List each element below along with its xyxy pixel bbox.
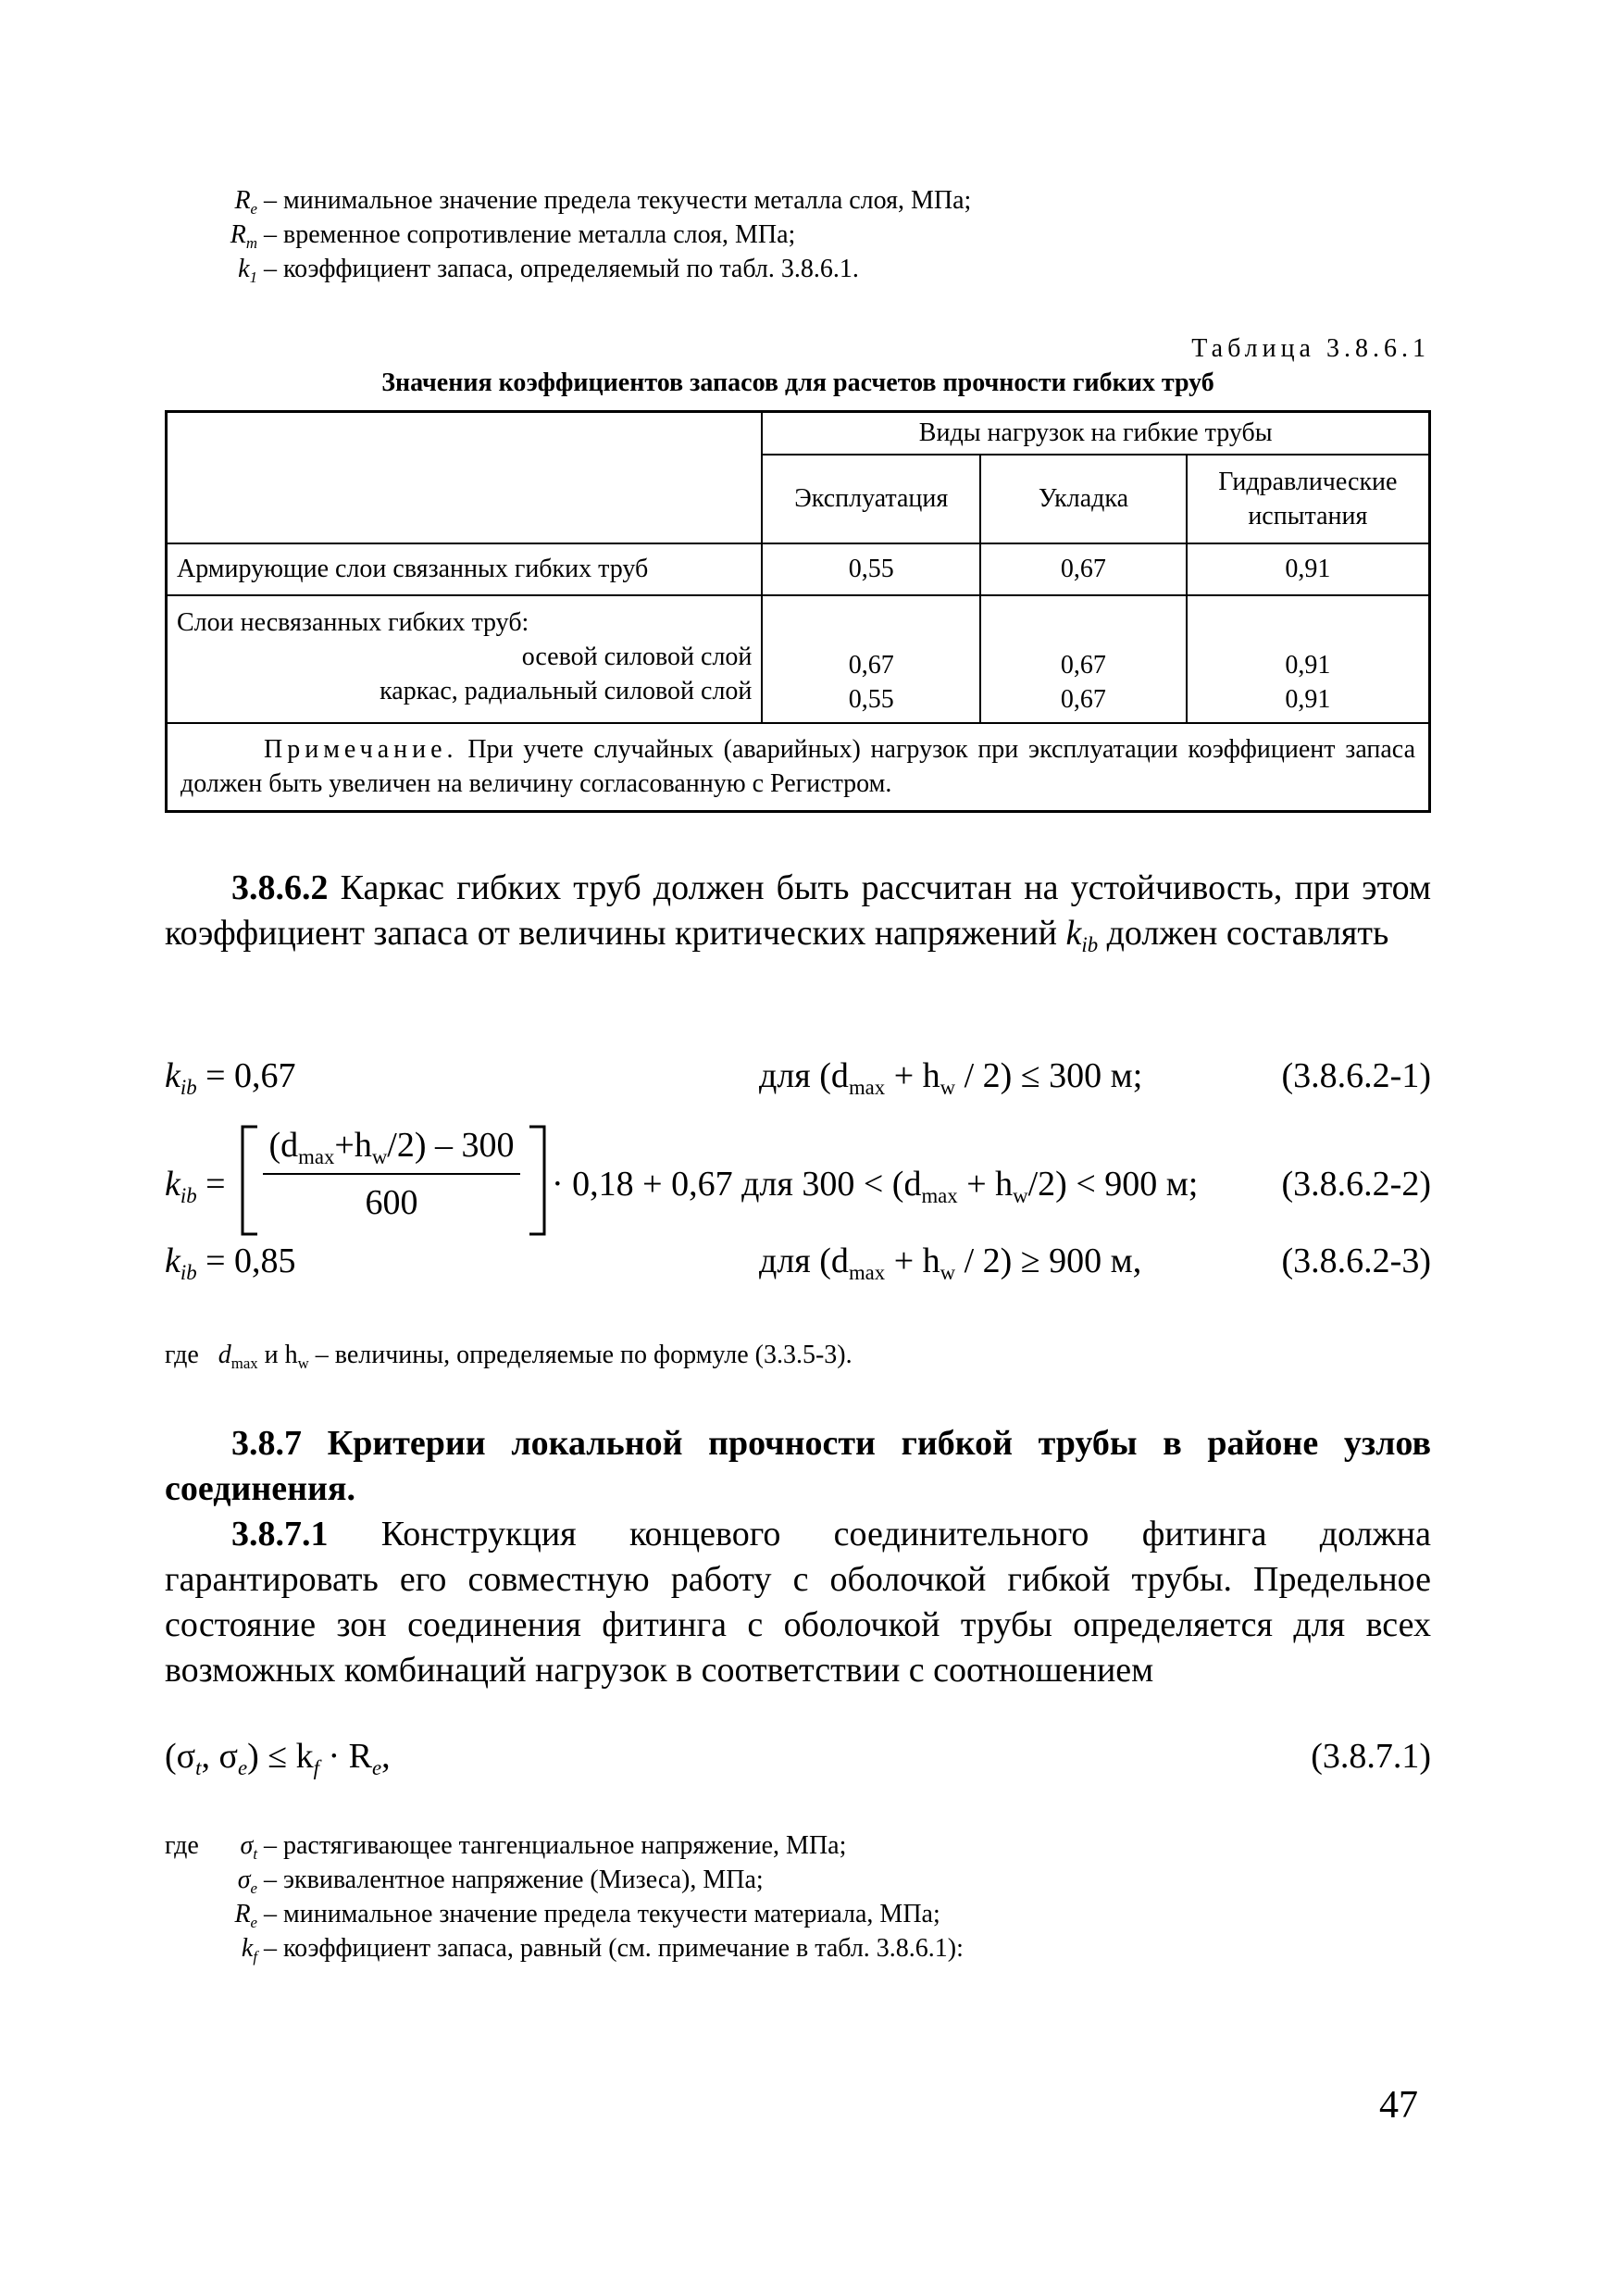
formula-3862-2: $k_{ib}$ = $(d_{max}+h_w/2) - 300$ 600 · 0,18 + 0,67 для $300 < (d_{max} + h_w/2) < 900$ м; (3.8.6.2-2) (165, 1125, 1431, 1245)
table-cell: 0,55 (762, 543, 980, 595)
where-definition: где $d_{max}$ и $h_w$ – величины, определяемые по формуле (3.3.5-3). (165, 1341, 853, 1372)
equation-number: (3.8.7.1) (1311, 1737, 1431, 1776)
cell-value: 0,91 (1285, 684, 1331, 714)
table-cell (980, 595, 1187, 723)
formula-3871: ($\sigma_t$, $\sigma_e) \le k_f \cdot R_e$, (3.8.7.1) (165, 1737, 1431, 1779)
definition-kf: $k_f$ – коэффициент запаса, равный (см. примечание в табл. 3.8.6.1): (241, 1934, 964, 1965)
definitions-bottom (165, 1828, 964, 1965)
section-number: 3.8.6.2 (231, 868, 329, 907)
definition-re-material: $R_e$ – минимальное значение предела текучести материала, МПа; (234, 1900, 940, 1931)
page-number: 47 (1379, 2084, 1418, 2127)
formula-3862-3: $k_{ib} = 0,85$ для $(d_{max} + h_w / 2) \ge 900$ м, (3.8.6.2-3) (165, 1242, 1431, 1284)
note-label: Примечание. (264, 735, 458, 765)
cell-value: 0,67 (1060, 684, 1106, 714)
row-label-group (167, 595, 763, 723)
cell-value: 0,91 (1285, 650, 1331, 680)
fraction: $(d_{max}+h_w/2) - 300$ 600 (257, 1125, 526, 1223)
equation-number: (3.8.6.2-3) (1281, 1242, 1431, 1280)
coefficients-table (165, 410, 1431, 813)
table-cell: 0,91 (1187, 543, 1430, 595)
table-note (167, 723, 1430, 812)
table-row (167, 543, 1430, 595)
note-text: При учете случайных (аварийных) нагрузок при эксплуатации коэффициент запаса должен быть увеличен на величину согласованную с Регистром. (180, 735, 1415, 799)
table-label: Таблица 3.8.6.1 (1191, 334, 1430, 363)
formula-3862-1: $k_{ib} = 0,67$ для $(d_{max} + h_w / 2) \le 300$ м; (3.8.6.2-1) (165, 1056, 1431, 1099)
definitions-top (220, 183, 1424, 286)
table-corner-cell (167, 412, 763, 543)
table-title: Значения коэффициентов запасов для расчетов прочности гибких труб (381, 368, 1214, 397)
definition-k1: $k_1$ – коэффициент запаса, определяемый по табл. 3.8.6.1. (238, 255, 859, 286)
table-cell: 0,67 (980, 543, 1187, 595)
row-label: Армирующие слои связанных гибких труб (167, 543, 763, 595)
section-heading-387: 3.8.7 Критерии локальной прочности гибкой трубы в районе узлов соединения. (165, 1424, 1431, 1508)
paragraph-3862: 3.8.6.2 Каркас гибких труб должен быть рассчитан на устойчивость, при этом коэффициент запаса от величины критических напряжений $k_{ib}$ должен составлять (165, 868, 1431, 956)
column-header-laying: Укладка (980, 455, 1187, 543)
definition-rm: $R_m$ – временное сопротивление металла слоя, МПа; (230, 220, 796, 252)
table-cell (762, 595, 980, 723)
cell-value: 0,67 (1060, 650, 1106, 680)
definition-re: $R_e$ – минимальное значение предела текучести металла слоя, МПа; (234, 186, 972, 218)
table-group-header: Виды нагрузок на гибкие трубы (762, 412, 1429, 455)
definition-sigma-t: где $\sigma_t$ – растягивающее тангенциальное напряжение, МПа; (165, 1831, 847, 1863)
right-bracket (524, 1125, 550, 1236)
row-sub-label: каркас, радиальный силовой слой (380, 676, 753, 705)
column-header-operation: Эксплуатация (762, 455, 980, 543)
equation-number: (3.8.6.2-1) (1281, 1056, 1431, 1095)
equation-number: (3.8.6.2-2) (1281, 1165, 1431, 1204)
column-header-hydro-tests: Гидравлические испытания (1187, 455, 1430, 543)
table-cell (1187, 595, 1430, 723)
row-group-title: Слои несвязанных гибких труб: (177, 607, 529, 637)
cell-value: 0,67 (848, 650, 894, 680)
row-sub-label: осевой силовой слой (521, 642, 753, 671)
cell-value: 0,55 (848, 684, 894, 714)
section-number: 3.8.7.1 (231, 1515, 329, 1554)
paragraph-3871: 3.8.7.1 Конструкция концевого соединительного фитинга должна гарантировать его совместную работу с оболочкой гибкой трубы. Предельное состояние зон соединения фитинга с оболочкой трубы определяется для всех возможных комбинаций нагрузок в соответствии с соотношением (165, 1515, 1431, 1690)
definition-sigma-e: $\sigma_e$ – эквивалентное напряжение (Мизеса), МПа; (237, 1866, 764, 1897)
table-row (167, 595, 1430, 723)
